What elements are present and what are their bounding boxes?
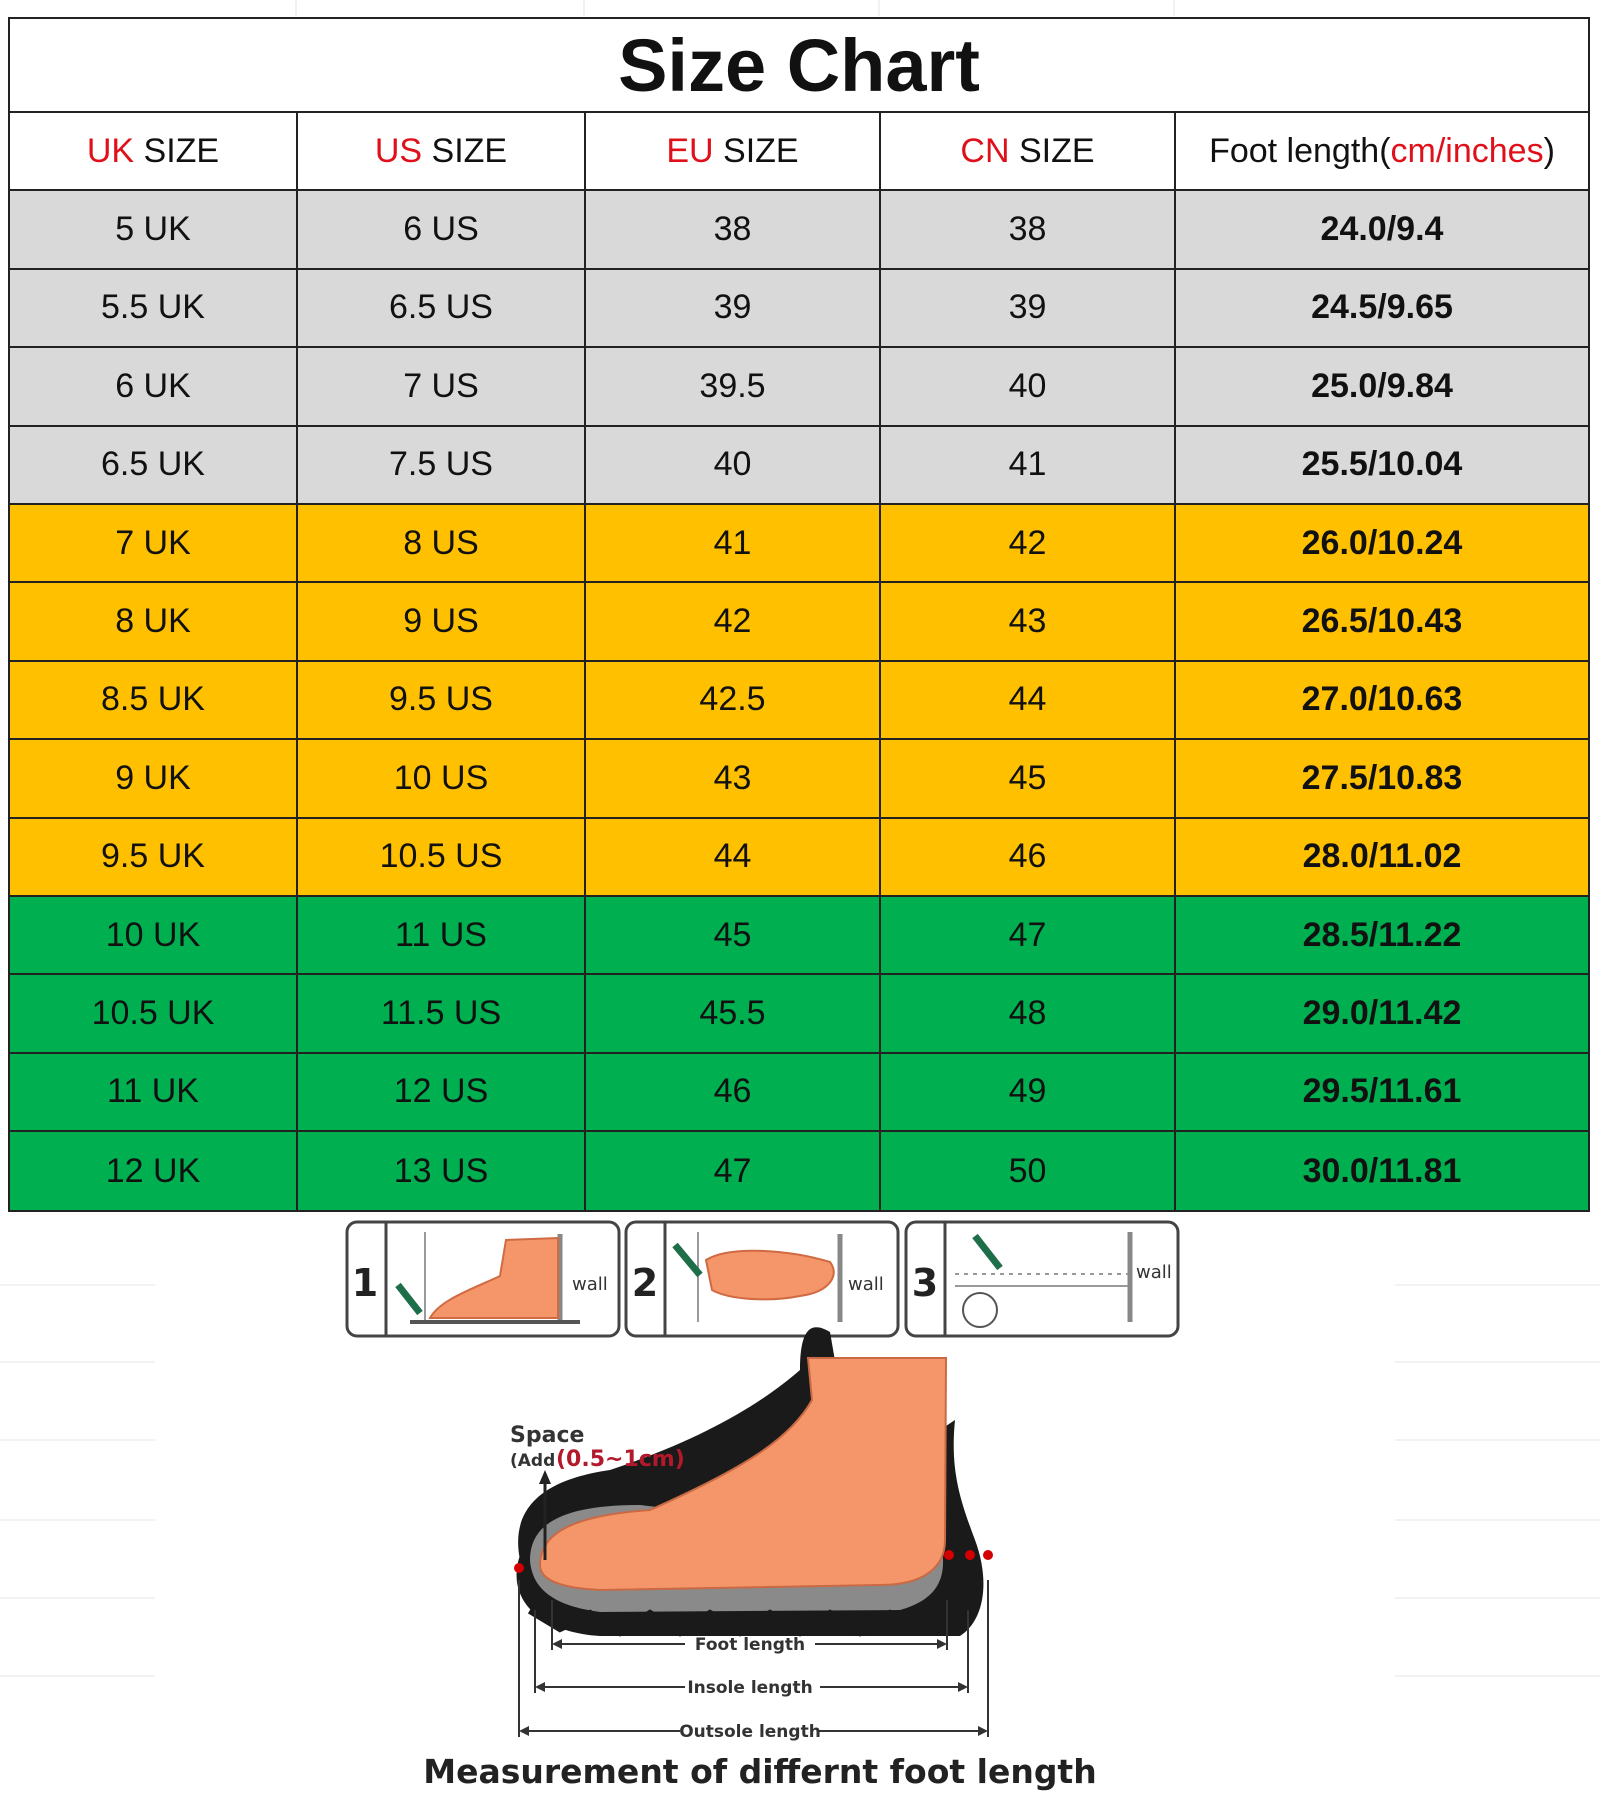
us-size-cell: 6 US	[298, 191, 586, 267]
us-size-cell: 9 US	[298, 583, 586, 659]
eu-size-cell: 44	[586, 819, 881, 895]
us-size-cell: 6.5 US	[298, 270, 586, 346]
us-size-cell: 7.5 US	[298, 427, 586, 503]
cn-size-cell: 41	[881, 427, 1176, 503]
step-2-panel	[626, 1222, 898, 1336]
table-row	[10, 740, 1588, 818]
step-3-number: 3	[911, 1261, 939, 1305]
table-row	[10, 191, 1588, 269]
step-3-wall-label: wall	[1136, 1262, 1172, 1283]
eu-size-cell: 43	[586, 740, 881, 816]
header-uk-size: UK SIZE	[10, 113, 298, 189]
step-1-panel	[347, 1222, 619, 1336]
cn-size-cell: 45	[881, 740, 1176, 816]
uk-size-cell: 10.5 UK	[10, 975, 298, 1051]
us-size-cell: 9.5 US	[298, 662, 586, 738]
cn-size-cell: 44	[881, 662, 1176, 738]
us-size-cell: 10.5 US	[298, 819, 586, 895]
us-size-cell: 11 US	[298, 897, 586, 973]
cn-size-cell: 43	[881, 583, 1176, 659]
foot-length-cell: 30.0/11.81	[1302, 1151, 1462, 1190]
table-row	[10, 505, 1588, 583]
outsole-length-label: Outsole length	[679, 1722, 821, 1742]
header-eu-size: EU SIZE	[586, 113, 881, 189]
header-row	[10, 113, 1588, 191]
header-us-size: US SIZE	[298, 113, 586, 189]
us-size-cell: 7 US	[298, 348, 586, 424]
cn-size-cell: 42	[881, 505, 1176, 581]
table-row	[10, 1132, 1588, 1210]
cn-size-cell: 50	[881, 1132, 1176, 1210]
foot-length-cell: 25.0/9.84	[1311, 366, 1453, 405]
uk-size-cell: 8.5 UK	[10, 662, 298, 738]
measurement-caption: Measurement of differnt foot length	[423, 1752, 1097, 1791]
add-value-label: (0.5~1cm)	[556, 1447, 685, 1472]
table-row	[10, 348, 1588, 426]
foot-length-cell: 29.0/11.42	[1302, 993, 1462, 1032]
step-3-panel	[906, 1222, 1178, 1336]
uk-size-cell: 10 UK	[10, 897, 298, 973]
us-size-cell: 11.5 US	[298, 975, 586, 1051]
cn-size-cell: 49	[881, 1054, 1176, 1130]
us-size-cell: 13 US	[298, 1132, 586, 1210]
step-2-wall-label: wall	[848, 1274, 884, 1295]
uk-size-cell: 7 UK	[10, 505, 298, 581]
shoe-diagram	[514, 1327, 993, 1636]
us-size-cell: 8 US	[298, 505, 586, 581]
eu-size-cell: 46	[586, 1054, 881, 1130]
header-foot-length: Foot length( cm/inches )	[1209, 131, 1555, 170]
table-row	[10, 662, 1588, 740]
eu-size-cell: 45.5	[586, 975, 881, 1051]
add-prefix-label: (Add	[510, 1451, 556, 1471]
uk-size-cell: 6.5 UK	[10, 427, 298, 503]
eu-size-cell: 47	[586, 1132, 881, 1210]
foot-length-cell: 26.5/10.43	[1301, 602, 1463, 641]
table-row	[10, 270, 1588, 348]
table-row	[10, 583, 1588, 661]
eu-size-cell: 39.5	[586, 348, 881, 424]
us-size-cell: 12 US	[298, 1054, 586, 1130]
eu-size-cell: 42	[586, 583, 881, 659]
us-size-cell: 10 US	[298, 740, 586, 816]
uk-size-cell: 8 UK	[10, 583, 298, 659]
measurement-illustration	[0, 1210, 1600, 1796]
uk-size-cell: 5 UK	[10, 191, 298, 267]
table-row	[10, 1054, 1588, 1132]
uk-size-cell: 5.5 UK	[10, 270, 298, 346]
table-row	[10, 897, 1588, 975]
foot-length-cell: 25.5/10.04	[1301, 445, 1463, 484]
insole-length-label: Insole length	[687, 1678, 813, 1698]
table-row	[10, 427, 1588, 505]
eu-size-cell: 39	[586, 270, 881, 346]
cn-size-cell: 40	[881, 348, 1176, 424]
table-row	[10, 819, 1588, 897]
uk-size-cell: 9 UK	[10, 740, 298, 816]
uk-size-cell: 9.5 UK	[10, 819, 298, 895]
uk-size-cell: 12 UK	[10, 1132, 298, 1210]
foot-length-cell: 27.5/10.83	[1301, 758, 1463, 797]
foot-length-cell: 26.0/10.24	[1301, 523, 1463, 562]
cn-size-cell: 48	[881, 975, 1176, 1051]
eu-size-cell: 38	[586, 191, 881, 267]
foot-length-cell: 28.0/11.02	[1302, 837, 1462, 876]
foot-length-cell: 27.0/10.63	[1301, 680, 1463, 719]
header-cn-size: CN SIZE	[881, 113, 1176, 189]
cn-size-cell: 39	[881, 270, 1176, 346]
foot-length-cell: 24.0/9.4	[1320, 210, 1444, 249]
eu-size-cell: 41	[586, 505, 881, 581]
eu-size-cell: 40	[586, 427, 881, 503]
uk-size-cell: 6 UK	[10, 348, 298, 424]
foot-length-cell: 28.5/11.22	[1302, 915, 1462, 954]
cn-size-cell: 47	[881, 897, 1176, 973]
eu-size-cell: 45	[586, 897, 881, 973]
eu-size-cell: 42.5	[586, 662, 881, 738]
table-row	[10, 975, 1588, 1053]
foot-length-cell: 29.5/11.61	[1302, 1072, 1462, 1111]
foot-length-label: Foot length	[694, 1635, 806, 1655]
cn-size-cell: 46	[881, 819, 1176, 895]
cn-size-cell: 38	[881, 191, 1176, 267]
step-1-wall-label: wall	[572, 1274, 608, 1295]
space-label: Space	[510, 1423, 585, 1448]
step-1-number: 1	[351, 1261, 379, 1305]
foot-length-cell: 24.5/9.65	[1311, 288, 1453, 327]
size-chart-table	[8, 17, 1590, 1212]
step-2-number: 2	[631, 1261, 659, 1305]
chart-title: Size Chart	[10, 19, 1588, 113]
uk-size-cell: 11 UK	[10, 1054, 298, 1130]
